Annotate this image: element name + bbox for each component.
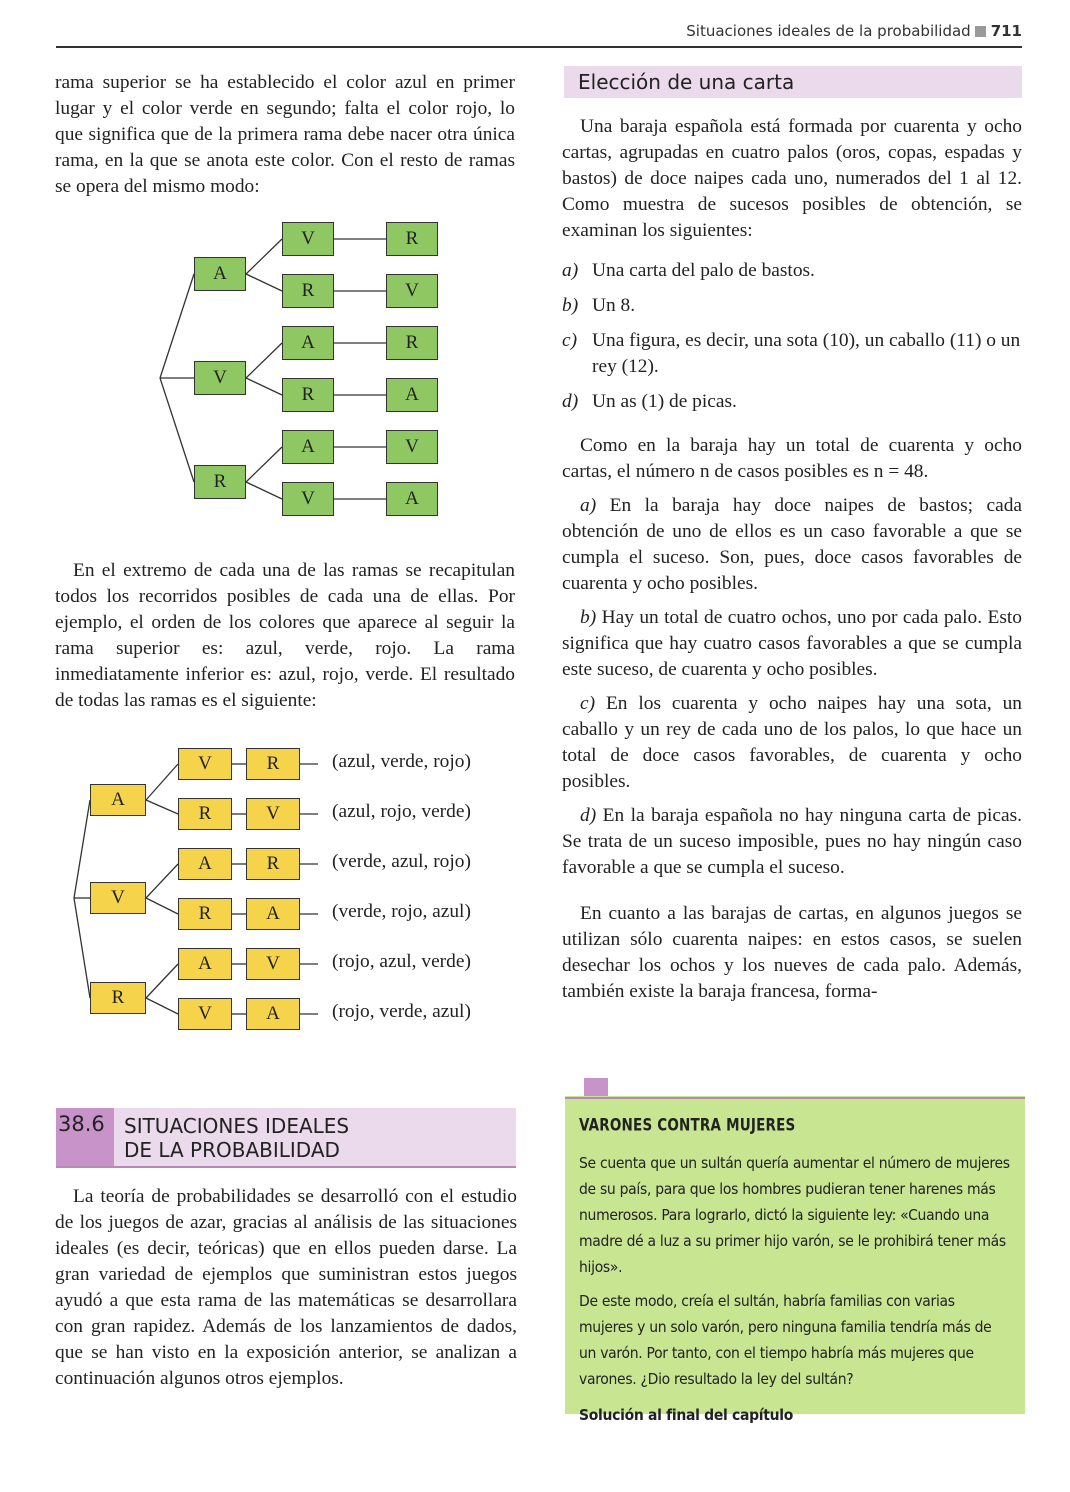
paragraph: En cuanto a las barajas de cartas, en algunos juegos se utilizan sólo cuarenta naipes: en estos casos, se suelen desechar los ochos y los nueves de cada palo. Además, también existe la baraja francesa, forma- — [562, 903, 1022, 1002]
answer-paragraph — [562, 493, 1022, 597]
tree2-l2-node: A — [178, 948, 232, 980]
tree2-l3-node: V — [246, 948, 300, 980]
item-label: b) — [562, 295, 579, 316]
answer-label: c) — [580, 693, 596, 714]
tree1-l2-node: V — [282, 222, 334, 256]
tree2-result: (azul, verde, rojo) — [332, 751, 471, 772]
box-title: VARONES CONTRA MUJERES — [579, 1115, 796, 1135]
page-header — [56, 18, 1022, 48]
sidebar-box — [565, 1096, 1025, 1424]
answer-paragraph — [562, 803, 1022, 881]
tree2-result: (verde, azul, rojo) — [332, 851, 471, 872]
tree1-l3-node: A — [386, 378, 438, 412]
answer-paragraph — [562, 691, 1022, 795]
answer-text: En la baraja hay doce naipes de bastos; cada obtención de uno de ellos es un caso favorable a que se cumpla el suceso. Son, pues, doce casos favorables de cuarenta y ocho posibles. — [562, 495, 1022, 594]
tree2-l2-node: V — [178, 748, 232, 780]
answer-paragraph — [562, 605, 1022, 683]
paragraph: rama superior se ha establecido el color azul en primer lugar y el color verde en segundo; falta el color rojo, lo que significa que de la primera rama debe nacer otra única rama, en la que se anota este color. Con el resto de ramas se opera del mismo modo: — [55, 72, 515, 197]
tree1-l3-node: R — [386, 326, 438, 360]
paragraph: Como en la baraja hay un total de cuarenta y ocho cartas, el número n de casos posibles es n = 48. — [562, 435, 1022, 482]
list-item — [562, 328, 1022, 380]
item-label: a) — [562, 260, 579, 281]
tree1-l2-node: A — [282, 326, 334, 360]
tree1-l3-node: V — [386, 274, 438, 308]
item-text: Un as (1) de picas. — [592, 391, 737, 412]
box-solution-note: Solución al final del capítulo — [579, 1406, 794, 1424]
section-title — [124, 1114, 504, 1162]
answer-label: b) — [580, 607, 597, 628]
item-text: Un 8. — [592, 295, 636, 316]
tree1-root-v: V — [194, 361, 246, 395]
tree2-result: (verde, rojo, azul) — [332, 901, 471, 922]
list-item — [562, 293, 1022, 319]
tree2-l3-node: A — [246, 898, 300, 930]
item-label: d) — [562, 391, 579, 412]
answer-text: Hay un total de cuatro ochos, uno por cada palo. Esto significa que hay cuatro casos favorables a que se cumpla este suceso, de cuarenta y ocho posibles. — [562, 607, 1022, 680]
tree2-l3-node: V — [246, 798, 300, 830]
tree1-root-a: A — [194, 257, 246, 291]
tree2-l3-node: R — [246, 748, 300, 780]
left-paragraph-1 — [55, 70, 515, 200]
list-item — [562, 389, 1022, 415]
answer-label: a) — [580, 495, 597, 516]
section-number: 38.6 — [56, 1108, 114, 1166]
answer-text: En los cuarenta y ocho naipes hay una sota, un caballo y un rey de cada uno de los palos, lo que hace un total de doce casos favorables, de cuarenta y ocho posibles. — [562, 693, 1022, 792]
tree2-result: (azul, rojo, verde) — [332, 801, 471, 822]
answer-label: d) — [580, 805, 597, 826]
subsection-heading: Elección de una carta — [564, 66, 1022, 98]
tree-diagram-green — [150, 210, 450, 530]
tree2-root-r: R — [90, 982, 146, 1014]
tree-diagram-yellow — [70, 740, 510, 1040]
tree1-l3-node: V — [386, 430, 438, 464]
tree2-result: (rojo, azul, verde) — [332, 951, 471, 972]
list-item — [562, 258, 1022, 284]
paragraph: Una baraja española está formada por cuarenta y ocho cartas, agrupadas en cuatro palos (oros, copas, espadas y bastos) de doce naipes cada uno, numerados del 1 al 12. Como muestra de sucesos posibles de obtención, se examinan los siguientes: — [562, 116, 1022, 241]
left-paragraph-2 — [55, 558, 515, 714]
right-column-text — [562, 114, 1022, 1005]
tree2-l3-node: A — [246, 998, 300, 1030]
tree2-root-v: V — [90, 882, 146, 914]
section-title-line: DE LA PROBABILIDAD — [124, 1138, 340, 1162]
tree2-l2-node: V — [178, 998, 232, 1030]
tree1-l2-node: R — [282, 274, 334, 308]
tree1-l3-node: R — [386, 222, 438, 256]
tree2-l2-node: R — [178, 898, 232, 930]
square-marker-icon — [975, 26, 986, 37]
section-title-line: SITUACIONES IDEALES — [124, 1114, 350, 1138]
paragraph: La teoría de probabilidades se desarrolló con el estudio de los juegos de azar, gracias al análisis de las situaciones ideales (es decir, teóricas) que en ellos pueden darse. La gran variedad de ejemplos que suministran estos juegos ayudó a que esta rama de las matemáticas se desarrollara con gran rapidez. Además de los lanzamientos de dados, que se han visto en la exposición anterior, se analizan a continuación algunos otros ejemplos. — [55, 1186, 517, 1389]
tree1-root-r: R — [194, 465, 246, 499]
tree2-result: (rojo, verde, azul) — [332, 1001, 471, 1022]
running-head — [686, 22, 1022, 40]
box-top-rule — [565, 1097, 1025, 1099]
tree1-l2-node: A — [282, 430, 334, 464]
tree2-l2-node: A — [178, 848, 232, 880]
tree2-l2-node: R — [178, 798, 232, 830]
page-number: 711 — [990, 22, 1022, 40]
left-paragraph-3 — [55, 1184, 517, 1392]
item-text: Una carta del palo de bastos. — [592, 260, 815, 281]
item-label: c) — [562, 330, 578, 351]
tree1-l2-node: R — [282, 378, 334, 412]
tree1-l3-node: A — [386, 482, 438, 516]
box-paragraph: Se cuenta que un sultán quería aumentar el número de mujeres de su país, para que los hombres pudieran tener harenes más numerosos. Para lograrlo, dictó la siguiente ley: «Cuando una madre dé a luz a su primer hijo varón, se le prohibirá tener más hijos». — [579, 1154, 1010, 1276]
tree1-l2-node: V — [282, 482, 334, 516]
tree2-root-a: A — [90, 784, 146, 816]
box-paragraph: De este modo, creía el sultán, habría familias con varias mujeres y un solo varón, pero ninguna familia tendría más de un varón. Por tanto, con el tiempo habría más mujeres que varones. ¿Dio resultado la ley del sultán? — [579, 1292, 992, 1388]
item-text: Una figura, es decir, una sota (10), un caballo (11) o un rey (12). — [592, 330, 1021, 377]
answer-text: En la baraja española no hay ninguna carta de picas. Se trata de un suceso imposible, pues no hay ningún caso favorable a que se cumpla el suceso. — [562, 805, 1022, 878]
section-heading — [56, 1108, 516, 1168]
paragraph: En el extremo de cada una de las ramas se recapitulan todos los recorridos posibles de cada una de ellas. Por ejemplo, el orden de los colores que aparece al seguir la rama superior es: azul, verde, rojo. La rama inmediatamente inferior es: azul, rojo, verde. El resultado de todas las ramas es el siguiente: — [55, 560, 515, 711]
tree2-l3-node: R — [246, 848, 300, 880]
running-title: Situaciones ideales de la probabilidad — [686, 22, 971, 40]
